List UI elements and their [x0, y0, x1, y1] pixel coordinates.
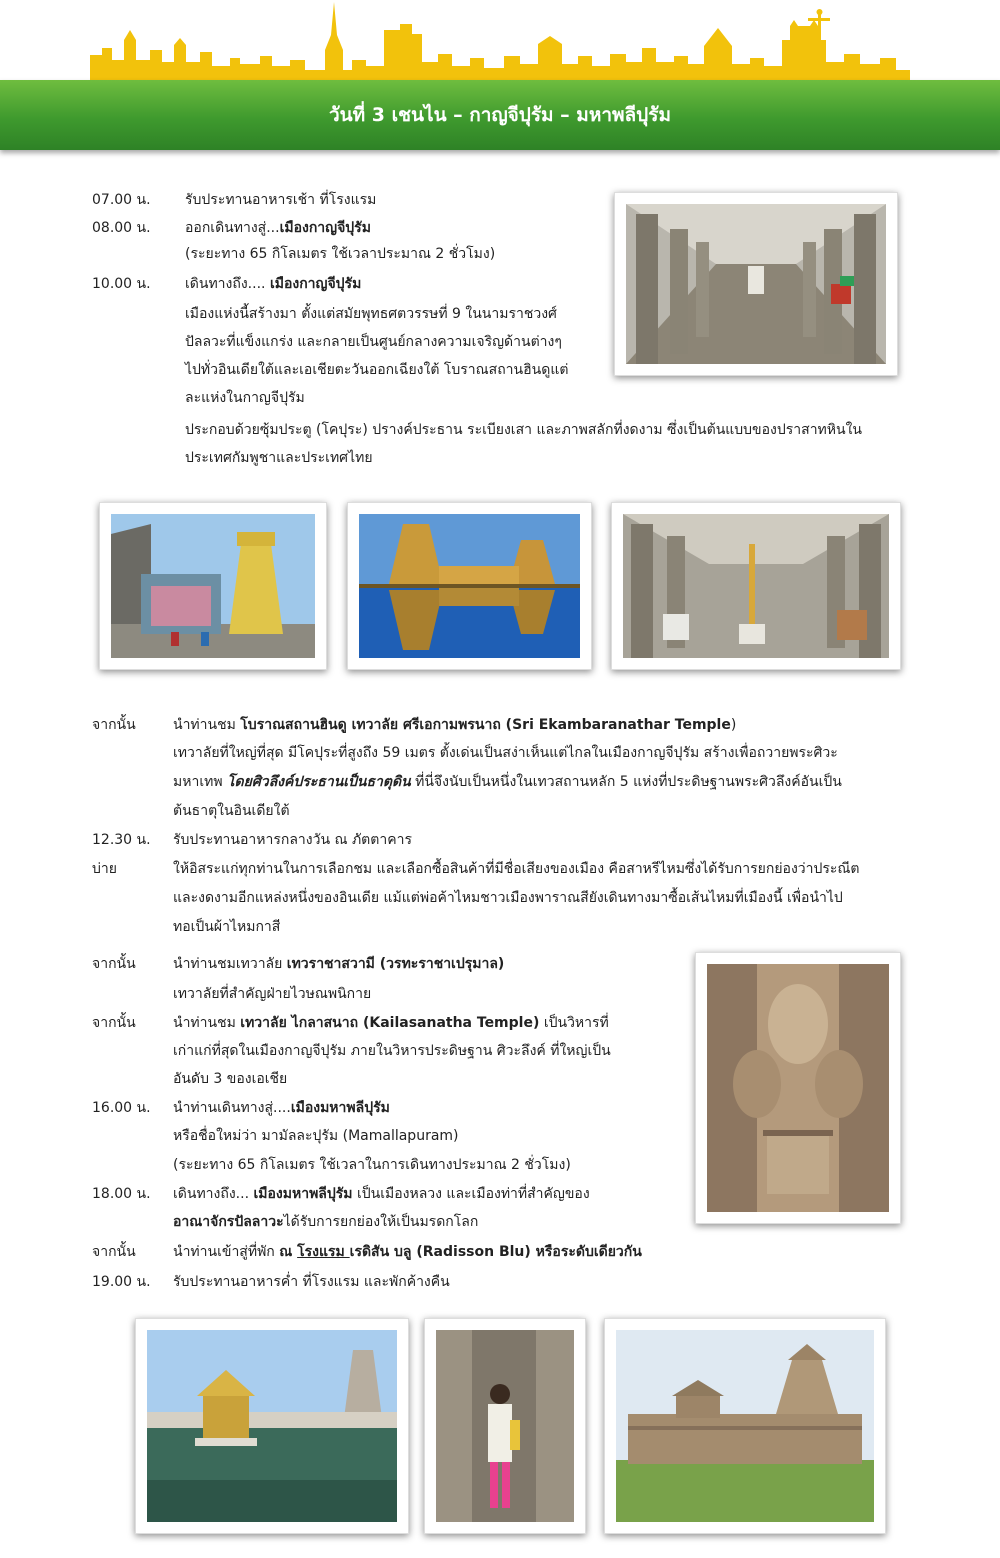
desc-line: ละแห่งในกาญจีปุรัม — [185, 390, 305, 406]
schedule-label: จากนั้น — [92, 1015, 136, 1031]
destination-name: เมืองมหาพลีปุรัม — [253, 1186, 353, 1202]
temple-name: เทวาลัย ไกลาสนาถ (Kailasanatha Temple) — [240, 1015, 540, 1031]
hotel-name: เรดิสัน บลู (Radisson Blu) หรือระดับเดียวกัน — [349, 1244, 642, 1260]
schedule-time: 16.00 น. — [92, 1100, 151, 1116]
schedule-time: 18.00 น. — [92, 1186, 151, 1202]
desc-line: เมืองแห่งนี้สร้างมา ตั้งแต่สมัยพุทธศตวรรษที่ 9 ในนามราชวงศ์ — [185, 306, 557, 322]
hall-of-pillars-photo — [611, 502, 901, 670]
schedule-text: หรือชื่อใหม่ว่า มามัลละปุรัม (Mamallapuram) — [173, 1128, 459, 1144]
schedule-label: จากนั้น — [92, 717, 136, 733]
schedule-text: รับประทานอาหารเช้า ที่โรงแรม — [185, 192, 377, 208]
emphasis-text: โดยศิวลึงค์ประธานเป็นธาตุดิน — [227, 774, 411, 790]
desc-line: ประเทศกัมพูชาและประเทศไทย — [185, 450, 373, 466]
distance-note: (ระยะทาง 65 กิโลเมตร ใช้เวลาประมาณ 2 ชั่วโมง) — [185, 246, 496, 262]
desc-line: ปัลลวะที่แข็งแกร่ง และกลายเป็นศูนย์กลางความเจริญด้านต่างๆ — [185, 334, 562, 350]
schedule-text: ) — [730, 717, 737, 733]
schedule-text: ให้อิสระแก่ทุกท่านในการเลือกชม และเลือกซื้อสินค้าที่มีชื่อเสียงของเมือง คือสาหรีไหมซึ่งได้รับการยกย่องว่าประณีต — [173, 861, 860, 877]
temple-tank-pavilion-photo — [135, 1318, 409, 1534]
schedule-time: 12.30 น. — [92, 832, 151, 848]
temple-desc-line: ที่นี่จึงนับเป็นหนึ่งในเทวสถานหลัก 5 แห่งที่ประดิษฐานพระศิวลึงค์อันเป็น — [410, 774, 842, 790]
schedule-text: นำท่านเดินทางสู่.... — [173, 1100, 291, 1116]
schedule-time: 19.00 น. — [92, 1274, 151, 1290]
schedule-label: จากนั้น — [92, 1244, 136, 1260]
temple-desc-line: มหาเทพ — [173, 774, 228, 790]
schedule-text: อันดับ 3 ของเอเชีย — [173, 1071, 288, 1087]
hotel-text: โรงแรม — [297, 1244, 350, 1260]
schedule-text: เป็นเมืองหลวง และเมืองท่าที่สำคัญของ — [352, 1186, 590, 1202]
desc-line: ประกอบด้วยซุ้มประตู (โคปุระ) ปรางค์ประธาน ระเบียงเสา และภาพสลักที่งดงาม ซึ่งเป็นต้นแบบของปราสาทหินใน — [185, 422, 862, 438]
carved-pillar-photo — [695, 952, 901, 1224]
desc-line: ไปทั่วอินเดียใต้และเอเชียตะวันออกเฉียงใต้ โบราณสถานฮินดูแต่ — [185, 362, 569, 378]
schedule-text: ทอเป็นผ้าไหมกาสี — [173, 919, 281, 935]
schedule-text: ออกเดินทางสู่... — [185, 220, 280, 236]
ekambaranathar-gopuram-photo — [99, 502, 327, 670]
schedule-label: บ่าย — [92, 861, 117, 877]
schedule-time: 08.00 น. — [92, 220, 151, 236]
schedule-text: นำท่านชม — [173, 1015, 241, 1031]
schedule-time: 10.00 น. — [92, 276, 151, 292]
schedule-text: ได้รับการยกย่องให้เป็นมรดกโลก — [283, 1214, 479, 1230]
tourist-at-carved-pillar-photo — [424, 1318, 586, 1534]
schedule-text: รับประทานอาหารค่ำ ที่โรงแรม และพักค้างคืน — [173, 1274, 450, 1290]
schedule-text: และงดงามอีกแหล่งหนึ่งของอินเดีย แม้แต่พ่อค้าไหมชาวเมืองพาราณสียังเดินทางมาซื้อเส้นไหมที่เมืองนี้ เพื่อนำไป — [173, 890, 843, 906]
schedule-text: เทวาลัยที่สำคัญฝ่ายไวษณพนิกาย — [173, 986, 372, 1002]
schedule-text: นำท่านเข้าสู่ที่พัก — [173, 1244, 280, 1260]
destination-name: เมืองกาญจีปุรัม — [279, 220, 371, 236]
temple-desc-line: ต้นธาตุในอินเดียใต้ — [173, 803, 290, 819]
temple-tank-reflection-photo — [347, 502, 592, 670]
temple-name: โบราณสถานฮินดู เทวาลัย ศรีเอกามพรนาถ (Sri Ekambaranathar Temple — [240, 717, 731, 733]
schedule-text: นำท่านชมเทวาลัย — [173, 956, 287, 972]
kanchipuram-description — [185, 300, 625, 412]
kailasanatha-temple-photo — [604, 1318, 886, 1534]
kingdom-name: อาณาจักรปัลลาวะ — [173, 1214, 284, 1230]
hotel-text: ณ — [279, 1244, 298, 1260]
temple-name: เทวราชาสวามี (วรทะราชาเปรุมาล) — [286, 956, 505, 972]
schedule-text: เดินทางถึง.... — [185, 276, 270, 292]
kanchipuram-description-cont — [185, 416, 915, 472]
day-title-banner — [0, 80, 1000, 150]
day-title: วันที่ 3 เชนไน – กาญจีปุรัม – มหาพลีปุรัม — [329, 104, 671, 126]
distance-note: (ระยะทาง 65 กิโลเมตร ใช้เวลาในการเดินทางประมาณ 2 ชั่วโมง) — [173, 1157, 571, 1173]
destination-name: เมืองมหาพลีปุรัม — [290, 1100, 390, 1116]
schedule-text: นำท่านชม — [173, 717, 241, 733]
destination-name: เมืองกาญจีปุรัม — [269, 276, 362, 292]
schedule-text: เดินทางถึง... — [173, 1186, 254, 1202]
schedule-time: 07.00 น. — [92, 192, 151, 208]
schedule-text: รับประทานอาหารกลางวัน ณ ภัตตาคาร — [173, 832, 412, 848]
schedule-label: จากนั้น — [92, 956, 136, 972]
temple-desc-line: เทวาลัยที่ใหญ่ที่สุด มีโคปุระที่สูงถึง 59 เมตร ตั้งเด่นเป็นสง่าเห็นแต่ไกลในเมืองกาญจีปุรัม สร้างเพื่อถวายพระศิวะ — [173, 745, 838, 761]
schedule-text: เป็นวิหารที่ — [539, 1015, 609, 1031]
schedule-text: เก่าแก่ที่สุดในเมืองกาญจีปุรัม ภายในวิหารประดิษฐาน ศิวะลึงค์ ที่ใหญ่เป็น — [173, 1043, 611, 1059]
temple-corridor-photo — [614, 192, 898, 376]
city-skyline-decoration — [90, 0, 910, 82]
